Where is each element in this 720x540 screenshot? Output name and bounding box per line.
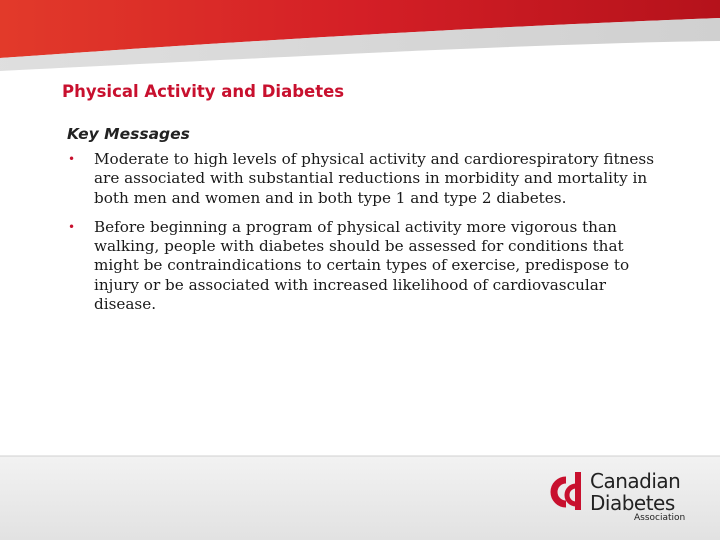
bullet-text: Moderate to high levels of physical activity and cardiorespiratory fitness are associated with substantial reductions in morbidity and mortality in both men and women and in both type 1 and type 2 diabetes.	[94, 150, 654, 207]
bullet-item	[67, 150, 657, 208]
bullet-icon: •	[68, 219, 76, 234]
slide-title: Physical Activity and Diabetes	[62, 82, 345, 101]
bullet-text: Before beginning a program of physical activity more vigorous than walking, people with diabetes should be assessed for conditions that might be contraindications to certain types of exercise, predispose to injury or be associated with increased likelihood of cardiovascular disease.	[94, 217, 630, 314]
logo-text-canadian: Canadian	[590, 469, 681, 493]
bullet-item	[67, 218, 657, 314]
bullet-icon: •	[68, 152, 76, 166]
cd-monogram-icon	[546, 472, 586, 512]
key-messages-list	[67, 150, 657, 324]
cda-logo	[546, 466, 696, 528]
logo-text-association: Association	[634, 513, 686, 523]
key-messages-heading: Key Messages	[67, 125, 190, 143]
logo-text-diabetes: Diabetes	[590, 491, 675, 515]
